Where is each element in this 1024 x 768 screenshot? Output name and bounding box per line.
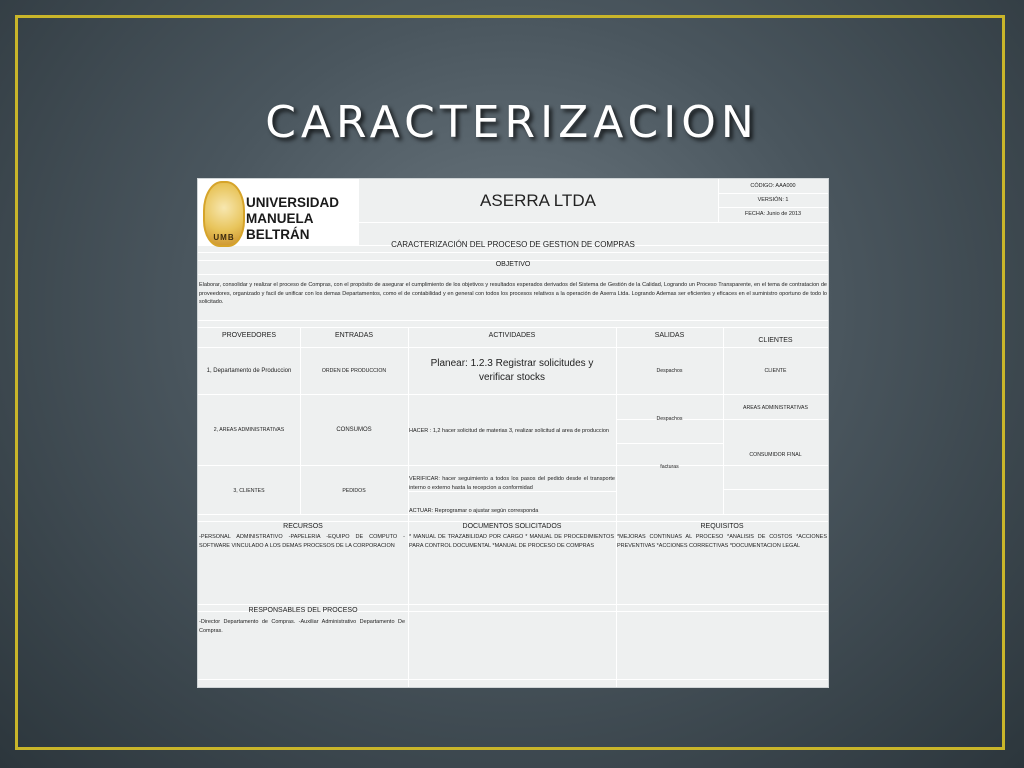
entrada-2: CONSUMOS — [336, 427, 372, 433]
grid-line — [723, 327, 724, 515]
actividad-verificar: VERIFICAR: hacer seguimiento a todos los pasos del pedido desde el transporte interno o externo hasta la recepcion a conformidad — [409, 476, 615, 491]
col-clientes: CLIENTES — [758, 337, 793, 344]
university-seal-icon — [203, 181, 245, 247]
recursos-text: -PERSONAL ADMINISTRATIVO -PAPELERIA -EQUIPO DE COMPUTO -SOFTWARE VINCULADO A LOS DEMAS PROCESOS DE LA CORPORACION — [199, 534, 405, 549]
responsables-label: RESPONSABLES DEL PROCESO — [248, 607, 358, 614]
salida-1: Despachos — [656, 368, 683, 374]
grid-line — [198, 679, 828, 680]
logo-line-2: MANUELA BELTRÁN — [246, 211, 313, 242]
doc-date: FECHA: Junio de 2013 — [744, 211, 802, 217]
proveedor-3: 3, CLIENTES — [233, 488, 265, 494]
actividad-planear: Planear: 1.2.3 Registrar solicitudes y verificar stocks — [430, 358, 594, 383]
seal-text: UMB — [213, 233, 235, 242]
grid-line — [198, 252, 828, 253]
slide-title: CARACTERIZACION — [265, 97, 759, 148]
recursos-label: RECURSOS — [283, 523, 323, 530]
entrada-1: ORDEN DE PRODUCCION — [321, 368, 387, 374]
actividad-hacer: HACER : 1,2 hacer solicitud de materias 3, realizar solicitud al area de produccion — [409, 428, 609, 434]
col-salidas: SALIDAS — [654, 332, 685, 339]
grid-line — [358, 179, 359, 245]
grid-line — [198, 274, 828, 275]
university-logo — [198, 179, 358, 245]
grid-line — [198, 347, 828, 348]
grid-line — [616, 327, 617, 687]
doc-code: CÓDIGO: AAA000 — [750, 183, 796, 189]
salida-3: facturas — [660, 464, 679, 470]
entrada-3: PEDIDOS — [342, 488, 366, 494]
proveedor-2: 2, AREAS ADMINISTRATIVAS — [213, 427, 285, 433]
cliente-1: CLIENTE — [764, 368, 787, 374]
grid-line — [718, 207, 828, 208]
proveedor-1: 1, Departamento de Produccion — [206, 368, 292, 374]
responsables-text: -Director Departamento de Compras. -Auxiliar Administrativo Departamento De Compras. — [199, 619, 405, 634]
process-title: CARACTERIZACIÓN DEL PROCESO DE GESTION DE COMPRAS — [391, 240, 635, 249]
requisitos-label: REQUISITOS — [700, 523, 744, 530]
logo-wordmark — [246, 195, 358, 243]
col-proveedores: PROVEEDORES — [221, 332, 277, 339]
documentos-label: DOCUMENTOS SOLICITADOS — [462, 523, 562, 530]
company-name: ASERRA LTDA — [480, 191, 596, 210]
grid-line — [300, 327, 301, 515]
grid-line — [198, 394, 828, 395]
grid-line — [718, 193, 828, 194]
salida-2: Despachos — [656, 416, 683, 422]
grid-line — [198, 327, 828, 328]
objective-label: OBJETIVO — [495, 261, 531, 268]
grid-line — [723, 419, 828, 420]
doc-version: VERSIÓN: 1 — [757, 197, 789, 203]
actividad-actuar: ACTUAR: Reprogramar o ajustar según corresponda — [409, 508, 539, 514]
objective-text: Elaborar, consolidar y realizar el proceso de Compras, con el propósito de asegurar el cumplimiento de los objetivos y resultados esperados derivados del Sistema de Gestión de la Calidad, Logrando un Proceso Transparente, en el tema de contratacion de proveedores, organizado y facil de unificar con los demas Departamentos, como el de contabilidad y en general con todos los procesos relativos a la operación de Aserra Ltda. Logrando Ademas ser eficientes y eficaces en el suministro oportuno de todo lo solicitado. — [199, 282, 827, 305]
grid-line — [198, 604, 828, 605]
grid-line — [198, 320, 828, 321]
grid-line — [723, 489, 828, 490]
col-actividades: ACTIVIDADES — [488, 332, 536, 339]
requisitos-text: *MEJORAS CONTINUAS AL PROCESO *ANALISIS DE COSTOS *ACCIONES PREVENTIVAS *ACCIONES CORRECTIVAS *DOCUMENTACION LEGAL — [617, 534, 827, 549]
grid-line — [198, 465, 828, 466]
documentos-text: * MANUAL DE TRAZABILIDAD POR CARGO * MANUAL DE PROCEDIMIENTOS PARA CONTROL DOCUMENTAL *MANUAL DE PROCESO DE COMPRAS — [409, 534, 614, 549]
characterization-document — [197, 178, 829, 688]
grid-line — [198, 521, 828, 522]
cliente-2: AREAS ADMINISTRATIVAS — [743, 405, 808, 411]
cliente-3: CONSUMIDOR FINAL — [749, 452, 802, 458]
logo-line-1: UNIVERSIDAD — [246, 195, 340, 210]
grid-line — [616, 443, 723, 444]
col-entradas: ENTRADAS — [334, 332, 374, 339]
